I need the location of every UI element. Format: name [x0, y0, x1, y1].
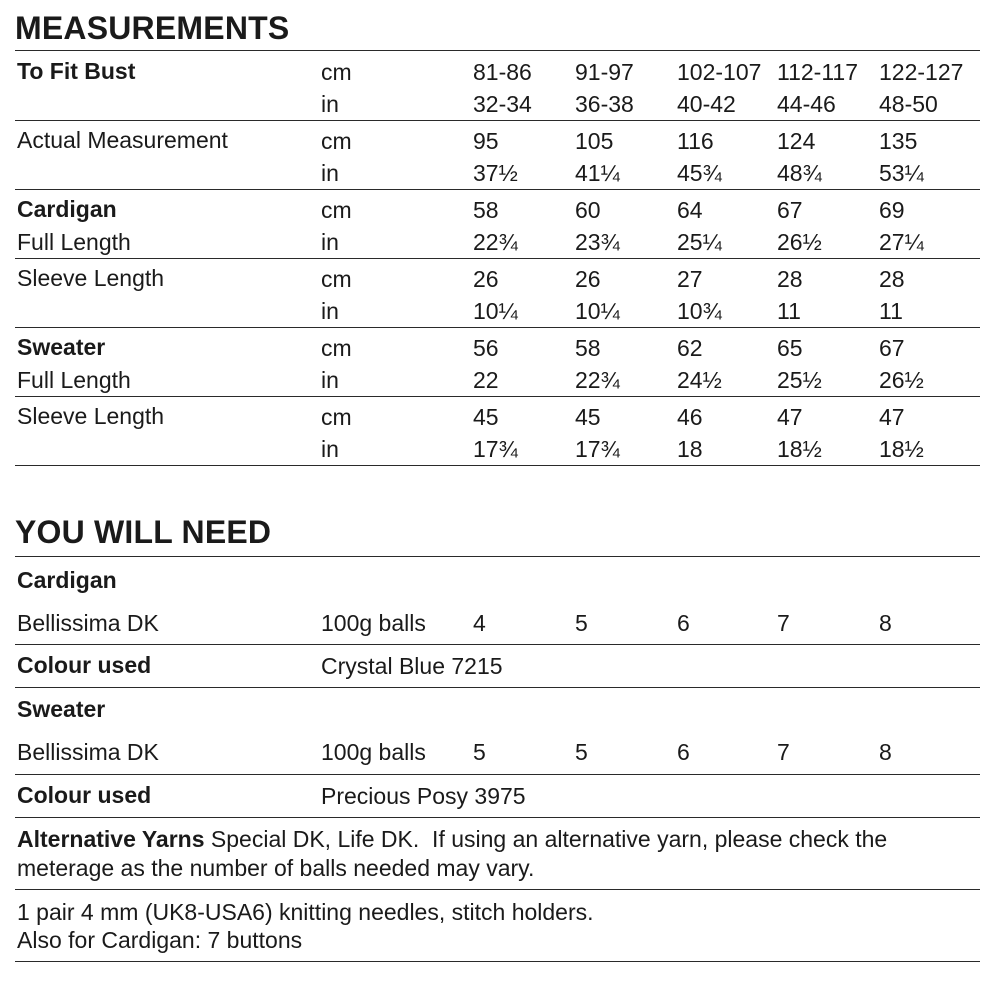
divider — [15, 120, 980, 121]
actual-measurement-label: Actual Measurement — [17, 127, 228, 153]
sleeve-length-label: Sleeve Length — [17, 265, 165, 291]
size-cell: 95 — [473, 128, 499, 154]
needles-line: 1 pair 4 mm (UK8-USA6) knitting needles, stitch holders. — [17, 899, 594, 925]
size-cell: 10¼ — [575, 298, 620, 324]
you-will-need-title: YOU WILL NEED — [15, 514, 272, 550]
ball-count: 8 — [879, 739, 892, 765]
size-cell: 26 — [473, 266, 499, 292]
size-cell: 32-34 — [473, 91, 532, 117]
yarn-name: Bellissima DK — [17, 610, 159, 636]
size-cell: 41¼ — [575, 160, 620, 186]
size-cell: 25¼ — [677, 229, 722, 255]
size-cell: 105 — [575, 128, 614, 154]
size-cell: 48¾ — [777, 160, 822, 186]
divider — [15, 644, 980, 645]
ball-count: 5 — [575, 739, 588, 765]
ball-count: 8 — [879, 610, 892, 636]
size-cell: 22 — [473, 367, 499, 393]
divider — [15, 50, 980, 51]
size-cell: 47 — [777, 404, 803, 430]
unit-cm: cm — [321, 197, 352, 223]
size-cell: 58 — [473, 197, 499, 223]
size-cell: 26½ — [777, 229, 822, 255]
divider — [15, 817, 980, 818]
divider — [15, 396, 980, 397]
size-cell: 56 — [473, 335, 499, 361]
divider — [15, 465, 980, 466]
size-cell: 112-117 — [777, 59, 858, 85]
sweater-heading: Sweater — [17, 696, 106, 722]
size-cell: 22¾ — [473, 229, 518, 255]
unit-cm: cm — [321, 59, 352, 85]
size-cell: 24½ — [677, 367, 722, 393]
colour-value: Precious Posy 3975 — [321, 783, 526, 809]
ball-count: 6 — [677, 739, 690, 765]
size-cell: 122-127 — [879, 59, 964, 85]
size-cell: 10¾ — [677, 298, 722, 324]
unit-in: in — [321, 160, 339, 186]
divider — [15, 687, 980, 688]
ball-count: 7 — [777, 739, 790, 765]
unit-in: in — [321, 367, 339, 393]
size-cell: 44-46 — [777, 91, 836, 117]
ball-count: 7 — [777, 610, 790, 636]
ball-count: 4 — [473, 610, 486, 636]
colour-value: Crystal Blue 7215 — [321, 653, 503, 679]
size-cell: 45 — [473, 404, 499, 430]
alternative-yarns-line2: meterage as the number of balls needed may vary. — [17, 855, 535, 881]
size-cell: 81-86 — [473, 59, 532, 85]
size-cell: 53¼ — [879, 160, 924, 186]
ball-count: 5 — [473, 739, 486, 765]
size-cell: 10¼ — [473, 298, 518, 324]
full-length-label: Full Length — [17, 229, 131, 255]
size-cell: 26 — [575, 266, 601, 292]
cardigan-heading: Cardigan — [17, 567, 117, 593]
size-cell: 58 — [575, 335, 601, 361]
sleeve-length-label: Sleeve Length — [17, 403, 165, 429]
size-cell: 28 — [879, 266, 905, 292]
divider — [15, 774, 980, 775]
size-cell: 11 — [777, 298, 801, 324]
divider — [15, 556, 980, 557]
alternative-yarns-label: Alternative Yarns — [17, 826, 205, 852]
size-cell: 18½ — [777, 436, 822, 462]
size-cell: 18½ — [879, 436, 924, 462]
unit-cm: cm — [321, 266, 352, 292]
size-cell: 18 — [677, 436, 703, 462]
alternative-yarns-text: Special DK, Life DK. If using an alternative yarn, please check the — [204, 826, 888, 852]
size-cell: 64 — [677, 197, 703, 223]
size-cell: 67 — [879, 335, 905, 361]
size-cell: 25½ — [777, 367, 822, 393]
size-cell: 46 — [677, 404, 703, 430]
size-cell: 91-97 — [575, 59, 634, 85]
size-cell: 28 — [777, 266, 803, 292]
divider — [15, 189, 980, 190]
alternative-yarns-line1 — [17, 825, 887, 853]
buttons-line: Also for Cardigan: 7 buttons — [17, 927, 303, 953]
size-cell: 48-50 — [879, 91, 938, 117]
size-cell: 124 — [777, 128, 816, 154]
sweater-heading: Sweater — [17, 334, 106, 360]
divider — [15, 258, 980, 259]
unit-cm: cm — [321, 128, 352, 154]
to-fit-bust-label: To Fit Bust — [17, 58, 136, 84]
size-cell: 26½ — [879, 367, 924, 393]
unit-in: in — [321, 298, 339, 324]
divider — [15, 327, 980, 328]
unit-in: in — [321, 436, 339, 462]
divider — [15, 889, 980, 890]
size-cell: 40-42 — [677, 91, 736, 117]
cardigan-heading: Cardigan — [17, 196, 117, 222]
divider — [15, 961, 980, 962]
size-cell: 69 — [879, 197, 905, 223]
size-cell: 102-107 — [677, 59, 762, 85]
unit-cm: cm — [321, 404, 352, 430]
size-cell: 36-38 — [575, 91, 634, 117]
ball-count: 6 — [677, 610, 690, 636]
unit-cm: cm — [321, 335, 352, 361]
ball-unit: 100g balls — [321, 739, 426, 765]
size-cell: 47 — [879, 404, 905, 430]
size-cell: 27¼ — [879, 229, 924, 255]
full-length-label: Full Length — [17, 367, 131, 393]
size-cell: 62 — [677, 335, 703, 361]
size-cell: 65 — [777, 335, 803, 361]
size-cell: 60 — [575, 197, 601, 223]
unit-in: in — [321, 229, 339, 255]
size-cell: 17¾ — [575, 436, 620, 462]
colour-used-label: Colour used — [17, 782, 152, 808]
size-cell: 37½ — [473, 160, 518, 186]
size-cell: 23¾ — [575, 229, 620, 255]
size-cell: 45¾ — [677, 160, 722, 186]
size-cell: 27 — [677, 266, 703, 292]
size-cell: 67 — [777, 197, 803, 223]
size-cell: 135 — [879, 128, 918, 154]
size-cell: 45 — [575, 404, 601, 430]
size-cell: 116 — [677, 128, 714, 154]
ball-count: 5 — [575, 610, 588, 636]
measurements-title: MEASUREMENTS — [15, 10, 290, 46]
ball-unit: 100g balls — [321, 610, 426, 636]
unit-in: in — [321, 91, 339, 117]
size-cell: 22¾ — [575, 367, 620, 393]
size-cell: 17¾ — [473, 436, 518, 462]
size-cell: 11 — [879, 298, 903, 324]
yarn-name: Bellissima DK — [17, 739, 159, 765]
colour-used-label: Colour used — [17, 652, 152, 678]
